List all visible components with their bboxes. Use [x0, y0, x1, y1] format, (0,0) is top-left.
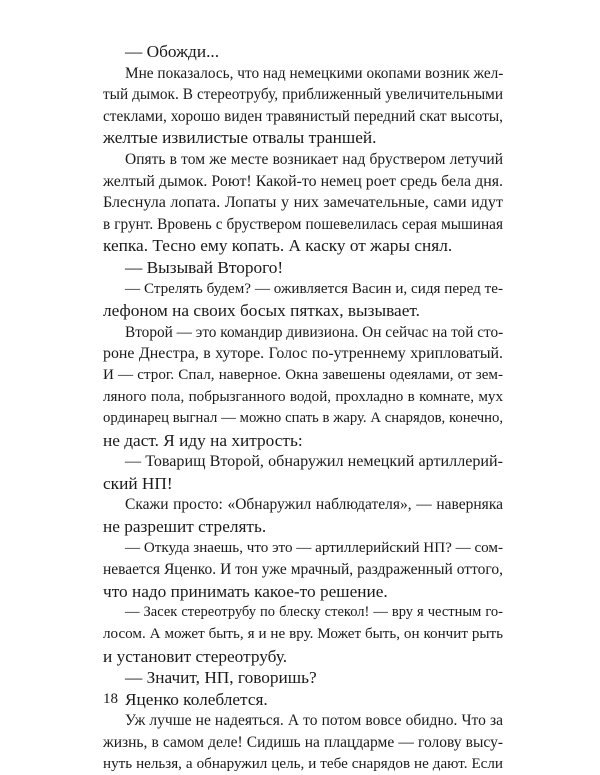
text-line: желтый дымок. Роют! Какой-то немец роет средь бела дня. — [103, 172, 503, 190]
text-line: ляного пола, побрызганного водой, прохладно в комнате, мух — [103, 388, 503, 405]
text-line: кепка. Тесно ему копать. А каску от жары снял. — [103, 236, 453, 256]
text-line: не даст. Я иду на хитрость: — [103, 430, 303, 450]
page-number: 18 — [103, 691, 118, 707]
text-line: Скажи просто: «Обнаружил наблюдателя», — наверняка — [125, 496, 503, 514]
text-line: лефоном на своих босых пятках, вызывает. — [103, 301, 420, 321]
text-line: Второй — это командир дивизиона. Он сейчас на той сто- — [125, 323, 504, 341]
text-line: И — строг. Спал, наверное. Окна завешены одеялами, от зем- — [103, 366, 503, 383]
text-line: — Вызывай Второго! — [125, 257, 284, 277]
text-line: Блеснула лопата. Лопаты у них замечательные, сами идут — [103, 194, 503, 212]
text-line: ординарец выгнал — можно спать в жару. А снарядов, конечно, — [103, 410, 503, 427]
text-line: Яценко колеблется. — [125, 689, 268, 709]
text-line: — Товарищ Второй, обнаружил немецкий артиллерий- — [125, 453, 503, 471]
text-line: — Значит, НП, говоришь? — [125, 668, 317, 688]
text-line: Уж лучше не надеяться. А то потом вовсе обидно. Что за — [125, 712, 503, 730]
text-line: — Обожди... — [125, 42, 220, 61]
text-line: ский НП! — [103, 473, 173, 493]
text-line: — Откуда знаешь, что это — артиллерийский НП? — сом- — [125, 539, 503, 556]
text-line: роне Днестра, в хуторе. Голос по-утреннему хрипловатый. — [103, 345, 503, 363]
text-line: лосом. А может быть, я и не вру. Может быть, он кончит рыть — [103, 626, 503, 643]
text-line: — Засек стереотрубу по блеску стекол! — вру я честным го- — [125, 604, 503, 621]
text-line: не разрешит стрелять. — [103, 517, 267, 537]
text-line: стеклами, хорошо виден травянистый передний скат высоты, — [103, 107, 503, 125]
text-line: жизнь, в самом деле! Сидишь на плацдарме — голову высу- — [103, 734, 503, 751]
text-line: Мне показалось, что над немецкими окопами возник жел- — [125, 64, 504, 82]
text-line: Опять в том же месте возникает над бруствером летучий — [125, 150, 503, 168]
body-text — [103, 41, 503, 775]
text-line: тый дымок. В стереотрубу, приближенный увеличительными — [103, 86, 503, 104]
text-line: желтые извилистые отвалы траншей. — [103, 128, 377, 148]
text-line: невается Яценко. И тон уже мрачный, раздраженный оттого, — [103, 561, 503, 579]
text-line: что надо принимать какое-то решение. — [103, 581, 388, 601]
text-line: нуть нельзя, а обнаружил цель, и тебе снарядов не дают. Если — [103, 755, 503, 772]
text-line: — Стрелять будем? — оживляется Васин и, сидя перед те- — [125, 280, 503, 297]
text-line: в грунт. Вровень с бруствером пошевелилась серая мышиная — [103, 215, 503, 233]
text-line: и установит стереотрубу. — [103, 646, 288, 666]
